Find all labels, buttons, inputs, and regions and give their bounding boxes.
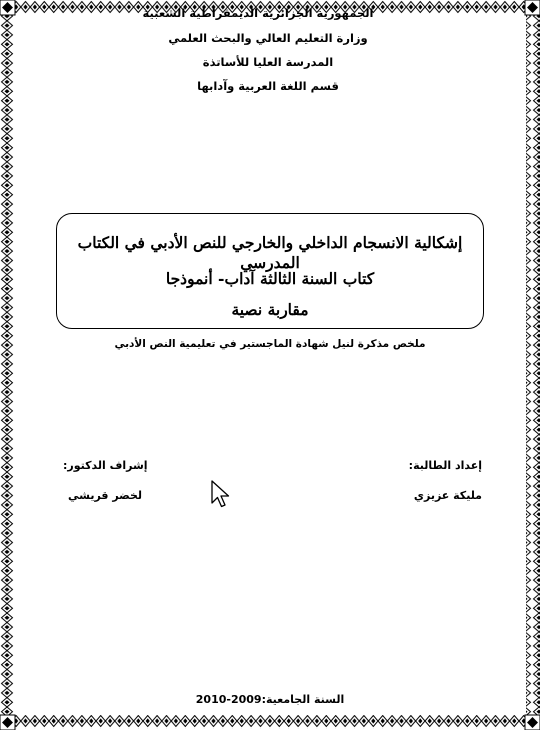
mouse-pointer-icon <box>210 479 232 509</box>
thesis-title: إشكالية الانسجام الداخلي والخارجي للنص الأدبي في الكتاب المدرسي <box>77 233 463 272</box>
thesis-title-line2: كتاب السنة الثالثة آداب- أنموذجا <box>165 269 375 288</box>
supervisor-label: إشراف الدكتور: <box>63 459 148 472</box>
header-republic: الجمهورية الجزائرية الديمقراطية الشعبية <box>142 6 374 20</box>
supervisor-name: لخضر قريشي <box>68 489 143 502</box>
header-department: قسم اللغة العربية وآدابها <box>197 79 339 93</box>
header-ministry: وزارة التعليم العالي والبحث العلمي <box>168 31 368 45</box>
thesis-subtitle: ملخص مذكرة لنيل شهادة الماجستير في تعليمية النص الأدبي <box>114 338 426 350</box>
header-school: المدرسة العليا للأساتذة <box>202 55 334 69</box>
student-label: إعداد الطالبة: <box>408 459 482 472</box>
student-name: مليكة عزيزي <box>413 489 482 502</box>
academic-year: السنة الجامعية:2009-2010 <box>195 693 345 706</box>
thesis-title-line3: مقاربة نصية <box>231 300 309 319</box>
